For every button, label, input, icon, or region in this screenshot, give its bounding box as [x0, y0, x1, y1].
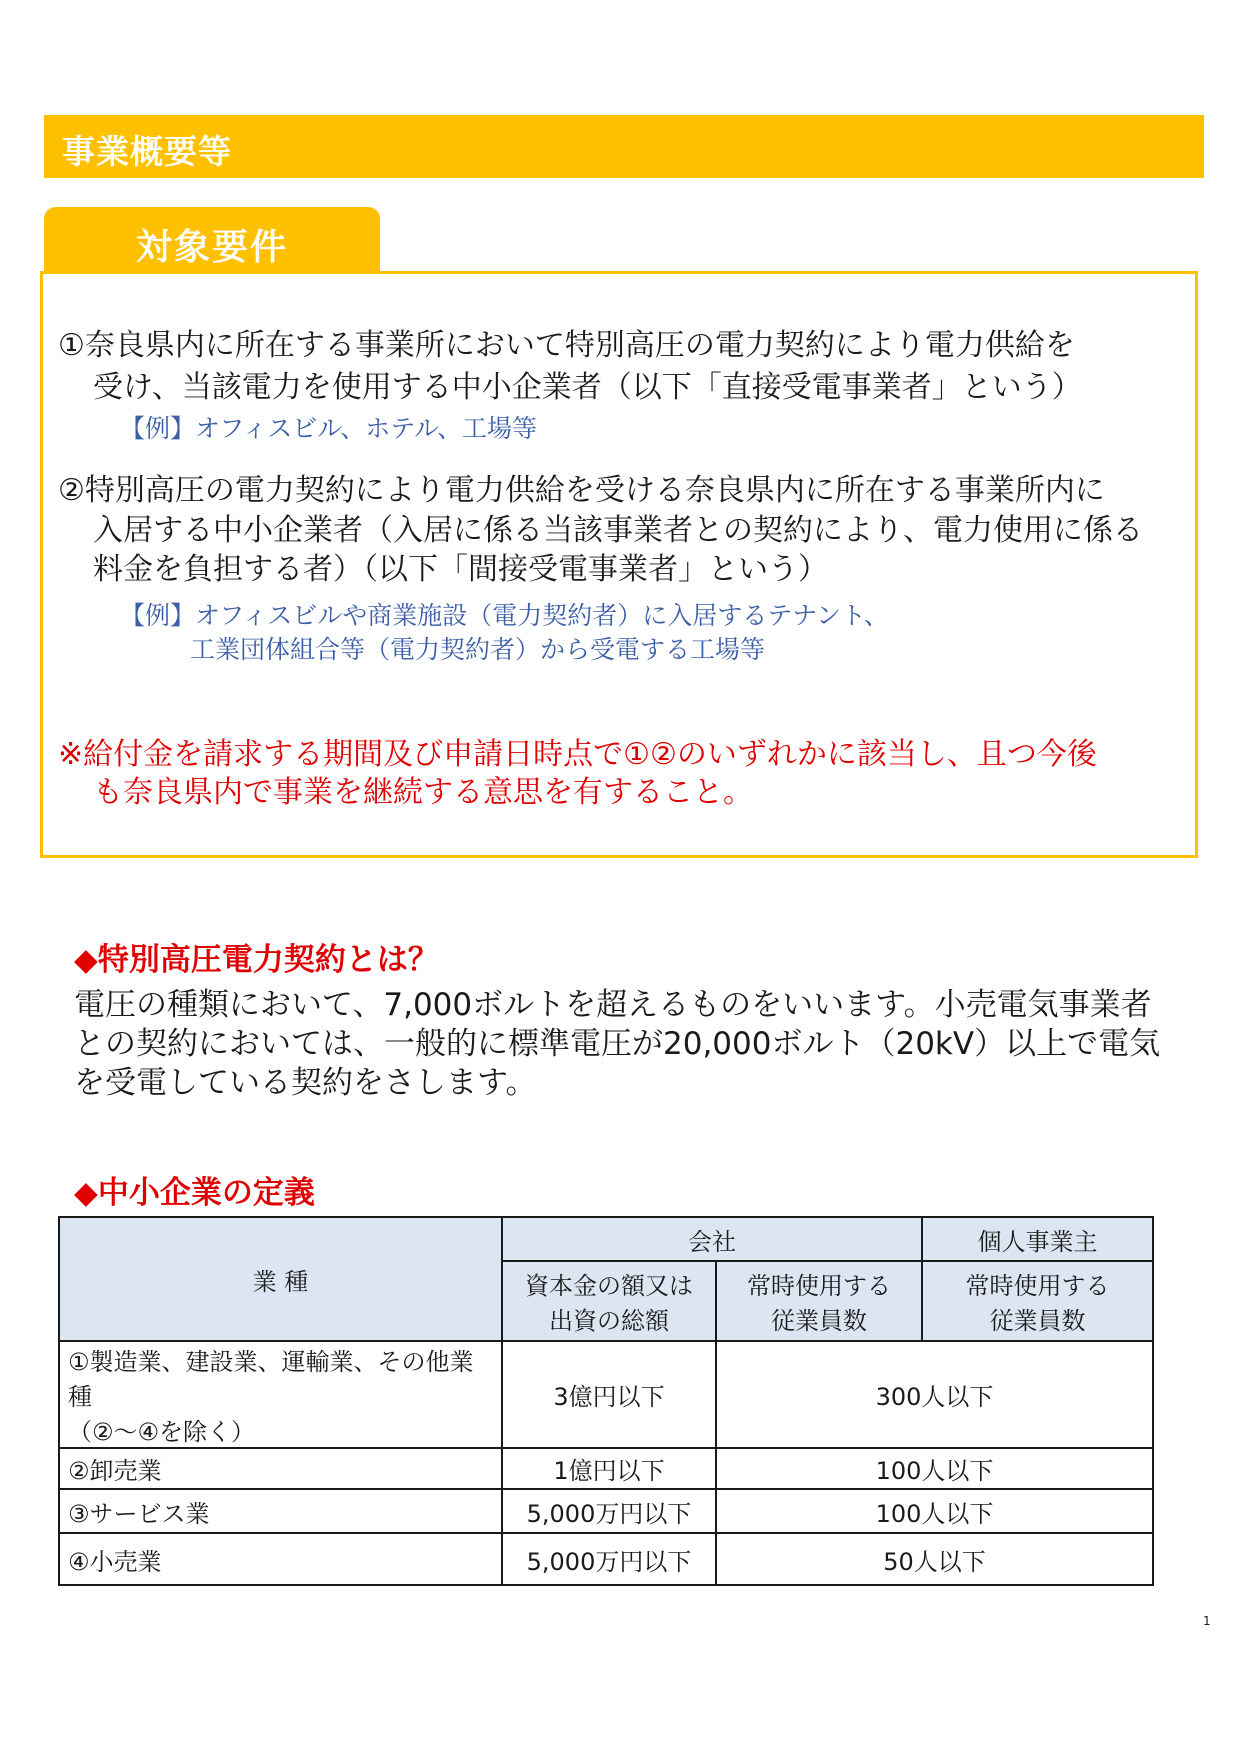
header-sole-proprietor: 個人事業主: [922, 1217, 1153, 1261]
industry-cell: ②卸売業: [59, 1448, 502, 1489]
industry-line2: （②～④を除く）: [68, 1418, 256, 1446]
note-line1: ※給付金を請求する期間及び申請日時点で①②のいずれかに該当し、且つ今後: [58, 737, 1097, 772]
header-capital: [502, 1261, 716, 1341]
industry-cell: ④小売業: [59, 1533, 502, 1585]
capital-cell: 1億円以下: [502, 1448, 716, 1489]
header-employees-line2: 従業員数: [771, 1307, 867, 1335]
item2-example-line1: 【例】オフィスビルや商業施設（電力契約者）に入居するテナント、: [120, 601, 889, 630]
header-capital-line2: 出資の総額: [549, 1307, 669, 1335]
item1-line1: ①奈良県内に所在する事業所において特別高圧の電力契約により電力供給を: [58, 328, 1075, 363]
special-high-voltage-line3: を受電している契約をさします。: [74, 1065, 537, 1101]
note-line2: も奈良県内で事業を継続する意思を有すること。: [93, 775, 753, 810]
table-row: [59, 1533, 1153, 1585]
employees-cell: 100人以下: [716, 1448, 1153, 1489]
special-high-voltage-heading: ◆特別高圧電力契約とは？: [74, 942, 439, 978]
header-sole-employees-line1: 常時使用する: [965, 1272, 1110, 1300]
requirements-tab: [44, 207, 380, 273]
sme-definition-table: [58, 1216, 1154, 1586]
table-row: [59, 1341, 1153, 1448]
header-company: 会社: [502, 1217, 922, 1261]
capital-cell: 3億円以下: [502, 1341, 716, 1448]
table-row: [59, 1489, 1153, 1533]
item2-example-line2: 工業団体組合等（電力契約者）から受電する工場等: [190, 635, 766, 664]
header-sole-employees-line2: 従業員数: [989, 1307, 1086, 1335]
item1-example: 【例】オフィスビル、ホテル、工場等: [120, 414, 538, 443]
capital-cell: 5,000万円以下: [502, 1489, 716, 1533]
table-row: [59, 1448, 1153, 1489]
special-high-voltage-line1: 電圧の種類において、7,000ボルトを超えるものをいいます。小売電気事業者: [74, 987, 1152, 1023]
item2-line2: 入居する中小企業者（入居に係る当該事業者との契約により、電力使用に係る: [93, 513, 1143, 548]
employees-cell: 300人以下: [716, 1341, 1153, 1448]
industry-cell: ③サービス業: [59, 1489, 502, 1533]
header-sole-employees: [922, 1261, 1153, 1341]
section-header-title: 事業概要等: [62, 132, 232, 171]
header-employees: [716, 1261, 922, 1341]
requirements-tab-label: 対象要件: [135, 227, 288, 268]
item2-line3: 料金を負担する者）（以下「間接受電事業者」という）: [93, 552, 828, 587]
capital-cell: 5,000万円以下: [502, 1533, 716, 1585]
employees-cell: 50人以下: [716, 1533, 1153, 1585]
industry-line1: ①製造業、建設業、運輸業、その他業種: [68, 1348, 474, 1411]
section-header-bar: [44, 115, 1204, 178]
header-employees-line1: 常時使用する: [747, 1272, 891, 1300]
item2-line1: ②特別高圧の電力契約により電力供給を受ける奈良県内に所在する事業所内に: [58, 473, 1105, 508]
special-high-voltage-line2: との契約においては、一般的に標準電圧が20,000ボルト（20kV）以上で電気: [74, 1026, 1161, 1062]
header-industry: 業 種: [59, 1217, 502, 1341]
employees-cell: 100人以下: [716, 1489, 1153, 1533]
header-capital-line1: 資本金の額又は: [525, 1272, 693, 1300]
page-number: 1: [1203, 1614, 1211, 1628]
industry-cell: [59, 1341, 502, 1448]
item1-line2: 受け、当該電力を使用する中小企業者（以下「直接受電事業者」という）: [93, 370, 1082, 405]
sme-definition-heading: ◆中小企業の定義: [74, 1175, 315, 1211]
